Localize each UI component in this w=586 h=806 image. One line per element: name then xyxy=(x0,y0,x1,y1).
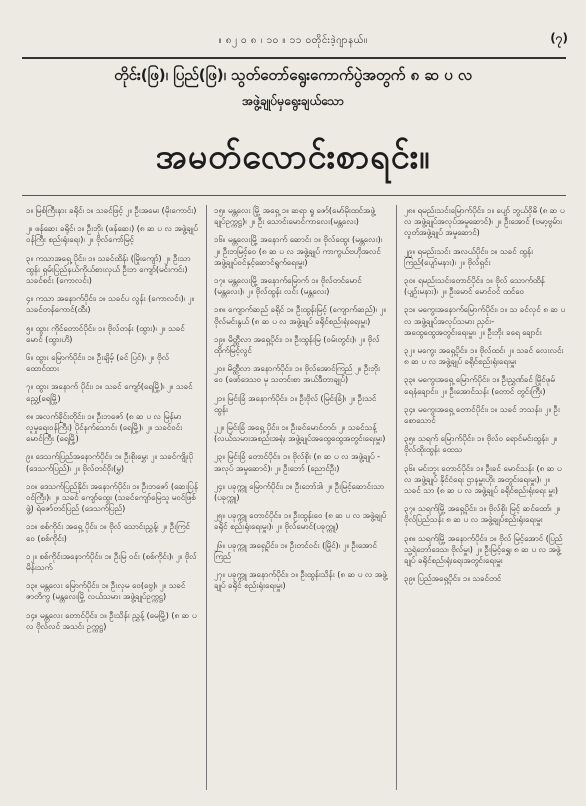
list-item: ၇။ ထွား အနောက် ပိုင်း၊ ၁။ သခင် ကျော်(ရေမြို့)၊ ၂။ သခင်ညွှေ့(ရေမြို့) xyxy=(26,382,193,403)
list-item: ၃၄။ မကွေးအရှေ့ တောင်ပိုင်း၊ ၁။ သခင် ဘသန်း၊ ၂။ ဦးစောသောင် xyxy=(404,404,560,426)
list-item: ၂။ ဖန်ဆေး ခရိုင်၊ ၁။ ဦးဘိုး (ဖန်ဆေး) (၈ ဆ ပ လ အဖွဲ့ချုပ်ဝန်ကြီး စည်းရုံးရေး)၊ ၂။ ဗိုလ်ကော်မြင့် xyxy=(26,224,198,245)
list-item: ၂၂။ မြင်းခြံ အရှေ့ ပိုင်း၊ ၁။ ဦးခင်မောင်တင်၊ ၂။ သခင်သန့် (လယ်သမားအစည်းအရုံး အဖွဲ့ချုပ်အထွေထွေအတွင်းရေးမှူး) xyxy=(214,423,386,444)
list-item: ၁၅။ မန္တလေး မြို့ အရှေ့ ၁။ ဆရာ ရှု ဇော်(မော်မိုးထင်အဖွဲ့ ချုပ်ဥက္ကဋ္ဌ)၊ ၂။ ဦး သောင်းမောင်ကာလေး(မန္တလေး) xyxy=(214,206,375,227)
headline-main: အမတ်လောင်းစာရင်း။ xyxy=(155,137,431,177)
list-item: ၁၁။ စစ်ကိုင်း အရှေ့ ပိုင်း၊ ၁။ ဗိုလ် သောင်းညွှန့်၊ ၂။ ဦးကြင်ဝေ (စစ်ကိုင်း) xyxy=(26,522,190,543)
list-item: ၃။ ကသာအရှေ့ ပိုင်း၊ ၁။ သခင်ထိန်း (မြိုးကျော်) ၂။ ဦးသာထွန်း ရှမ်းပြည်နယ်ကိုယ်စားလှယ် ဦးဘ ကျော်(မင်းကင်း) သခင်စင်း (ကောလင်း) xyxy=(26,253,191,286)
list-item: ၂၆။ ပခုက္ကူ အရှေ့ပိုင်း၊ ၁။ ဦးတင်ဝင်း (မြိုင်)၊ ၂။ ဦးအောင်ကြည် xyxy=(214,540,377,561)
list-item: ၈။ အလက်ခိုင်းတိုင်း၊ ၁။ ဦးဘဇော် (၈ ဆ ပ လ မြန်မာ လူမှုရေးဝန်ကြီး) ပိုင်နက်သောင်း (ရေမြို့)၊ ၂။ သခင်ဝင်းမောင်ကြီး (ရေမြို့) xyxy=(26,411,183,444)
list-item: ၃၂။ မကွေး အရှေ့ပိုင်း၊ ၁။ ဗိုလ်ထင်၊ ၂။ သခင် လေးလင်း ၈ ဆ ပ လ အဖွဲ့ချုပ် ခရိုင်စည်းရုံးရေးမှူး xyxy=(404,346,564,367)
list-item: ၂၇။ ပခုက္ကူ အနောက်ပိုင်း၊ ၁။ ဦးထွန်းသိန်း (၈ ဆ ပ လ အဖွဲ့ချုပ် ခရိုင် စည်းရုံးရေးမှူး) xyxy=(214,570,387,591)
column-3 xyxy=(404,205,566,790)
headline-line1: တိုင်း(ဖြ)၊ ပြည်(ဖြ)၊ သွတ်တော်ရွေးကောက်ပွဲအတွက် ၈ ဆ ပ လ xyxy=(114,66,472,84)
list-item: ၃၆။ မင်းဘူး တောင်ပိုင်း၊ ၁။ ဦးခင် မောင်သန်း (၈ ဆ ပ လ အဖွဲ့ချုပ် နိုင်ငံရေး ဌာနမှူးဟိုး အတွင်းရေးမှူး)၊ ၂။ သခင် သာ (၈ ဆ ပ လ အဖွဲ့ချုပ် ခရိုင်စည်းရုံးရေး မှူး) xyxy=(404,463,562,496)
list-item: ၂၄။ ပခုက္ကူ မြောက်ပိုင်း၊ ၁။ ဦးဘော်ဒါ၊ ၂။ ဦးမြင့်ဆောင်းသာ (ပခုက္ကူ) xyxy=(214,481,385,503)
running-head: ။ ၈၂ ၀ ၈ ၊ ၁၀ ။ ၁၁ ၀တိုင်းဒဲ့ဂျာနယ်။ xyxy=(218,35,368,46)
list-item: ၄။ ကသာ အနောက်ပိုင်း၊ ၁။ သခင်ပ လွန်း (ကောလင်း)၊ ၂။ သခင်တန်ကောင်(ထီး) xyxy=(26,294,194,315)
list-item: ၅။ ထွား ကိုင်တောင်ပိုင်း၊ ၁။ ဗိုလ်တန်း (ထွား)၊ ၂။ သခင်မောင် (ထွားဟိ) xyxy=(26,323,185,344)
column-2 xyxy=(214,205,388,790)
list-item: ၁၀။ ဒေသက်ပြည်နိုင်း အနောက်ပိုင်း၊ ၁။ ဦးဘဇော် (ဆေးပြန်ဝင်ကြီး)၊ ၂။ သခင် ကျော်ထွေး (သခင်ကျော်မြေသူ မဝင်ဖြစ်ဖွဲ့) ရဲဇော်တင်ပြည် (ဒေသက်ပြည်) xyxy=(26,481,198,514)
top-rule xyxy=(22,57,566,59)
list-item: ၂၉။ ရမည်းသင်း အလယ်ပိုင်း၊ ၁။ သခင် ထွန်းကြည်(ပျော်မနား)၊ ၂။ ဗိုလ်ရှင်း xyxy=(404,246,534,267)
list-item: ၂၈။ ရမည်းသင်းမြောက်ပိုင်း၊ ၁။ ပျော် ဘွယ်ဝိုဓိ (၈ ဆ ပ လ အဖွဲ့ချုပ်အလုပ်အမှုဆောင်)၊ ၂။ ဦးအောင် (ဗမာ့ဗွမ်ားလှုတ်အဖွဲ့ချုပ် အမှုဆောင်) xyxy=(404,206,565,238)
list-item: ၂၃။ မြင်းခြံ တောင်ပိုင်း၊ ၁။ ဗိုလ်စိုး (၈ ဆ ပ လ အဖွဲ့ချုပ် - အလုပ် အမှုဆောင်)၊ ၂။ ဦးဘော် (ညောင်ဦး) xyxy=(214,452,380,473)
list-item: ၃၁။ မကွေးအနောက်မြောက်ပိုင်း၊ ၁။ သ ခင်လှင် ၈ ဆ ပ လ အဖွဲ့ချုပ်အလုပ်သမား ညှင်း-အထွေထွေအတွင်းရေးမှူး၊ ၂။ ဦးဘိုး ခရေ ချောင်း xyxy=(404,305,566,337)
page-number: (၇) xyxy=(550,31,568,45)
list-item: ၃၅။ သရက် မြောက်ပိုင်း၊ ၁။ ဗိုလ်ဝ ရောင်မင်းထွန်း၊ ၂။ ဗိုလ်ထိုးထွန်း ထေသ xyxy=(404,434,558,455)
list-item: ၃၀။ ရမည်းသင်းတောင်ပိုင်း၊ ၁။ ဗိုလ် သောက်ထိန် (ပျဉ်းမနား)၊ ၂။ ဦးမောင် မောင်ဝင် ထင်ဝေ xyxy=(404,276,545,297)
list-item: ၁၄။ မန္တလေး တောင်ပိုင်း၊ ၁။ ဦးသိန်း ညွှန့် (မေမြို့) (၈ ဆ ပ လ ဗိုလ်လင် အသင်း ဥက္ကဋ္ဌ) xyxy=(26,610,197,631)
list-item: ၁၂။ စစ်ကိုင်းအနောက်ပိုင်း၊ ၁။ ဦးမြ ဝင်း (စစ်ကိုင်း)၊ ၂။ ဗိုလ်မိန်းသက် xyxy=(26,551,197,573)
list-item: ၂၅။ ပခုက္ကူ တောင်ပိုင်း၊ ၁။ ဦးထွန်းဝေ (၈ ဆ ပ လ အဖွဲ့ချုပ် ခရိုင် စည်းရုံးရေးမှူး)၊ ၂။ ဗိုလ်မောင်(ပခုက္ကူ) xyxy=(214,511,387,532)
list-item: ၁၇။ မန္တလေးမြို့ အနောက်မြောက် ၁။ ဗိုလ်တင်မောင် (မန္တလေး)၊ ၂။ ဗိုလ်ထွန်း လင်း (မန္တလေး) xyxy=(214,276,362,297)
list-item: ၁၉။ မိတ္ထီလာ အရှေ့ပိုင်း၊ ၁။ ဦးထွန်းမြ (ဝမ်းတွင်း)၊ ၂။ ဗိုလ်ထိုက်မြင့်လွင် xyxy=(214,334,380,356)
headline-rule xyxy=(22,195,566,196)
list-item: ၁၆။ မန္တလေးမြို့ အနောက် ဆောင်း ၁။ ဗိုလ်ထွေး (မန္တလေး)၊ ၂။ ဦးဘမြင့်ဝေ (၈ ဆ ပ လ အဖွဲ့ချုပ် ကာကွယ်ဗဟိုအလင် အဖွဲ့ချုပ်ဝင်နှင့်ဆောင်ရွက်ရေးမှူး) xyxy=(214,235,383,267)
headline-line2: အဖွဲ့ချုပ်မှရွေးချယ်သော xyxy=(242,94,344,108)
list-item: ၃၉။ ပြည်အရှေ့ပိုင်း၊ ၁။ သခင်တင် xyxy=(404,574,502,584)
list-item: ၁၈။ ကျောက်ဆည် ခရိုင် ၁။ ဦးထွန်းမြင့် (ကျောက်ဆည်)၊ ၂။ ဗိုလ်မင်းနွယ် (၈ ဆ ပ လ အဖွဲ့ချုပ် ခရိုင်စည်းရုံးရေးမှူး) xyxy=(214,305,386,326)
list-item: ၃၇။ သရက်မြို့ အရှေ့ပိုင်း၊ ၁။ ဗိုလ်စိုး မြင့် ဆင်ထော်၊ ၂။ ဗိုလ်ပြည်သန်း ၈ ဆ ပ လ အဖွဲ့ချုပ်စည်းရုံးရေးမှူး xyxy=(404,504,561,525)
list-item: ၂၀။ မိတ္ထီလာ အနောက်ပိုင်း၊ ၁။ ဗိုလ်အောင်ကြည် ၂။ ဦးဘိုးဝေ (ဖော်ဒေသ၀ မှ သတင်းစာ အယ်ဒီတာချုပ်) xyxy=(214,364,381,385)
list-item: ၆။ ထွား မြောက်ပိုင်း၊ ၁။ ဦးချိမ့် (ခင် ပြင်)၊ ၂။ ဗိုလ်ထောင်ထား xyxy=(26,353,170,374)
column-divider xyxy=(206,205,207,790)
column-1 xyxy=(26,205,198,790)
list-item: ၁၃။ မန္တလေး မြောက်ပိုင်း၊ ၁။ ဦးလှမ ဝေ(ဗွေ)၊ ၂။ သခင်ဇာတိကွ (မန္တလေးမြို့ လယ်သမား အဖွဲ့ချုပ်ဥက္ကဋ္ဌ) xyxy=(26,581,186,602)
list-item: ၃၃။ မကွေးအရှေ့ မြောက်ပိုင်း၊ ၁။ ဦးညွှဏ်ခင် မြိုင်ဖုမ် ရေနံချောင်း၊ ၂။ ဦးအောင်သန်း (တောင် တွင်းကြီး) xyxy=(404,375,555,396)
column-divider xyxy=(396,205,397,790)
list-item: ၂၁။ မြင်းခြံ အနောက်ပိုင်း၊ ၁။ ဦးဗိုလ် (မြင်းခြံ)၊ ၂။ ဦးသင်ထွန်း xyxy=(214,393,377,414)
list-item: ၃၈။ သရက်မြို့ အနောက်ပိုင်း၊ ၁။ ဗိုလ် မြင့်အောင် (ပြည်သူ့ရဲဘော်ဒေသ၊ ဗိုလ်မှူး) ၂။ ဦးမြင့်ရွှေ၊ ၈ ဆ ပ လ အဖွဲ့ချုပ် ခရိုင်စည်းရုံးရေးအတွင်းရေးမှူး xyxy=(404,533,563,566)
list-item: ၉။ ဒေသက်ပြည်အနောက်ပိုင်း၊ ၁။ ဦးစိုးမွှေး ၂။ သခင်ကျိုးပို (ဒေသက်ပြည်)၊ ၂။ ဗိုလ်တင်ဝိုး(မွှ) xyxy=(26,452,194,473)
list-item: ၁။ မြစ်ကြီးနား ခရိုင်၊ ၁။ သခင်ဖြင့် ၂။ ဦးအမေး (မိုးကောင်း) xyxy=(26,206,197,215)
